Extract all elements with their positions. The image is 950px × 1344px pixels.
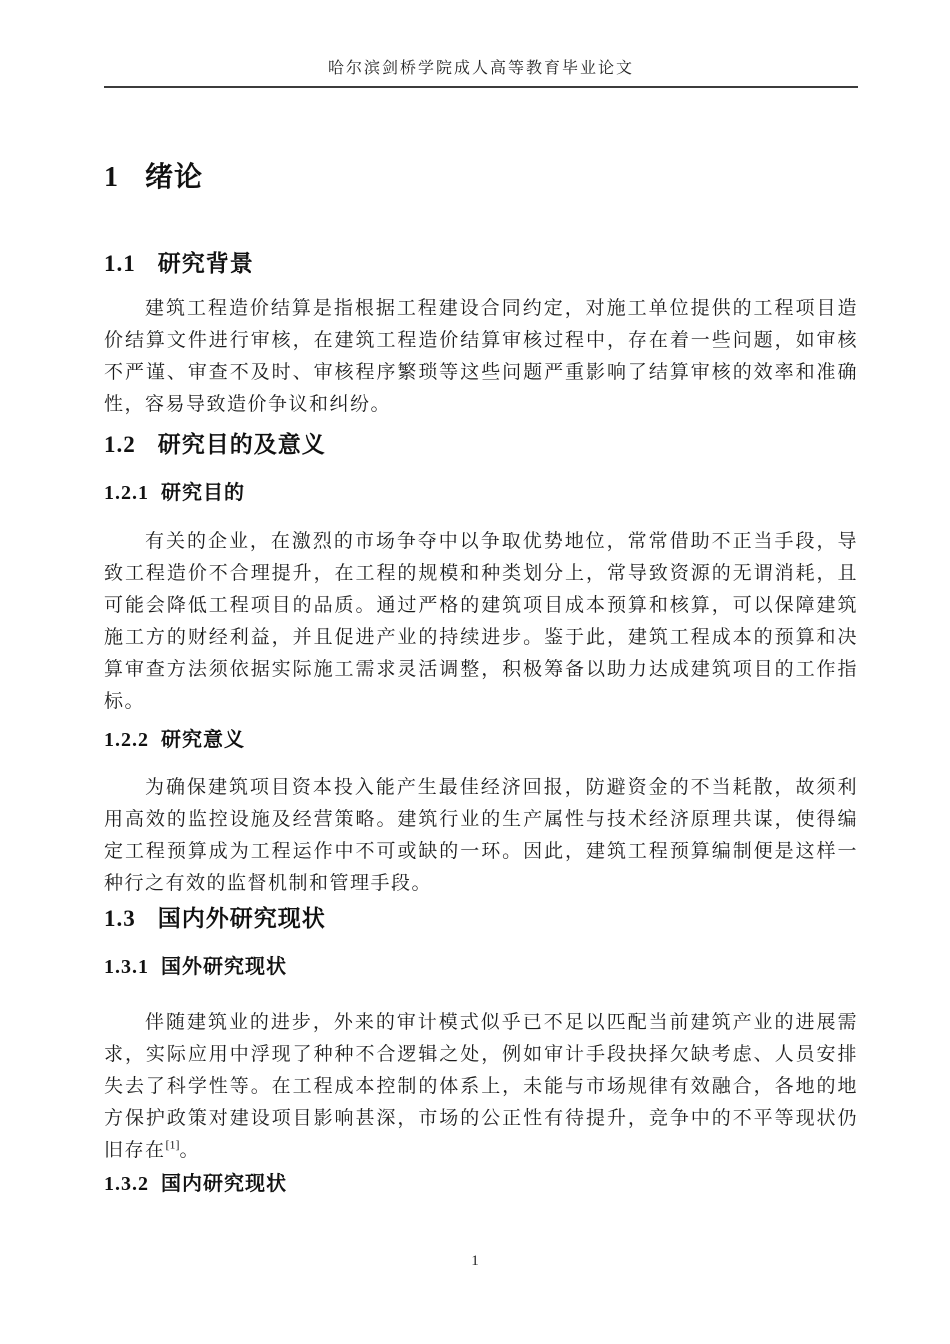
heading-1-1-number: 1.1 — [104, 251, 136, 276]
paragraph-1-3-1-text: 伴随建筑业的进步，外来的审计模式似乎已不足以匹配当前建筑产业的进展需求，实际应用中浮现了种种不合逻辑之处，例如审计手段抉择欠缺考虑、人员安排失去了科学性等。在工程成本控制的体系上，未能与市场规律有效融合，各地的地方保护政策对建设项目影响甚深，市场的公正性有待提升，竞争中的不平等现状仍旧存在 — [104, 1012, 858, 1161]
paragraph-1-3-1-period: 。 — [179, 1140, 201, 1161]
heading-1-3-2 — [104, 1172, 858, 1197]
heading-1-1 — [104, 249, 858, 278]
heading-1-2-2 — [104, 728, 858, 753]
header-title: 哈尔滨剑桥学院成人高等教育毕业论文 — [327, 60, 634, 77]
page-number: 1 — [471, 1253, 479, 1269]
heading-1-2-1-title: 研究目的 — [161, 482, 245, 504]
document-content — [104, 160, 858, 1197]
heading-1-2-2-title: 研究意义 — [161, 729, 245, 751]
heading-1-3-number: 1.3 — [104, 906, 136, 931]
heading-1-2-2-number: 1.2.2 — [104, 729, 149, 751]
page-header — [104, 58, 858, 88]
heading-1-2-1-number: 1.2.1 — [104, 482, 149, 504]
page-footer — [0, 1251, 950, 1271]
heading-1-2-number: 1.2 — [104, 432, 136, 457]
chapter-heading — [104, 160, 858, 194]
heading-1-3-title: 国内外研究现状 — [157, 905, 326, 931]
paragraph-1-3-1 — [104, 1007, 858, 1167]
chapter-number: 1 — [104, 162, 119, 193]
citation-ref-1: [1] — [165, 1137, 180, 1152]
paragraph-1-2-2: 为确保建筑项目资本投入能产生最佳经济回报，防避资金的不当耗散，故须利用高效的监控设施及经营策略。建筑行业的生产属性与技术经济原理共谋，使得编定工程预算成为工程运作中不可或缺的一环。因此，建筑工程预算编制便是这样一种行之有效的监督机制和管理手段。 — [104, 777, 858, 894]
heading-1-3-2-number: 1.3.2 — [104, 1173, 149, 1195]
heading-1-2-title: 研究目的及意义 — [157, 431, 326, 457]
heading-1-3-2-title: 国内研究现状 — [161, 1173, 287, 1195]
heading-1-3-1 — [104, 955, 858, 980]
chapter-title: 绪论 — [145, 161, 204, 192]
heading-1-3-1-number: 1.3.1 — [104, 956, 149, 978]
heading-1-3 — [104, 904, 858, 933]
paragraph-1-2-1: 有关的企业，在激烈的市场争夺中以争取优势地位，常常借助不正当手段，导致工程造价不合理提升，在工程的规模和种类划分上，常导致资源的无谓消耗，且可能会降低工程项目的品质。通过严格的建筑项目成本预算和核算，可以保障建筑施工方的财经利益，并且促进产业的持续进步。鉴于此，建筑工程成本的预算和决算审查方法须依据实际施工需求灵活调整，积极筹备以助力达成建筑项目的工作指标。 — [104, 531, 858, 712]
heading-1-2 — [104, 430, 858, 459]
heading-1-3-1-title: 国外研究现状 — [161, 956, 287, 978]
paragraph-1-1: 建筑工程造价结算是指根据工程建设合同约定，对施工单位提供的工程项目造价结算文件进行审核，在建筑工程造价结算审核过程中，存在着一些问题，如审核不严谨、审查不及时、审核程序繁琐等这些问题严重影响了结算审核的效率和准确性，容易导致造价争议和纠纷。 — [104, 298, 858, 415]
heading-1-2-1 — [104, 481, 858, 506]
heading-1-1-title: 研究背景 — [157, 250, 254, 276]
